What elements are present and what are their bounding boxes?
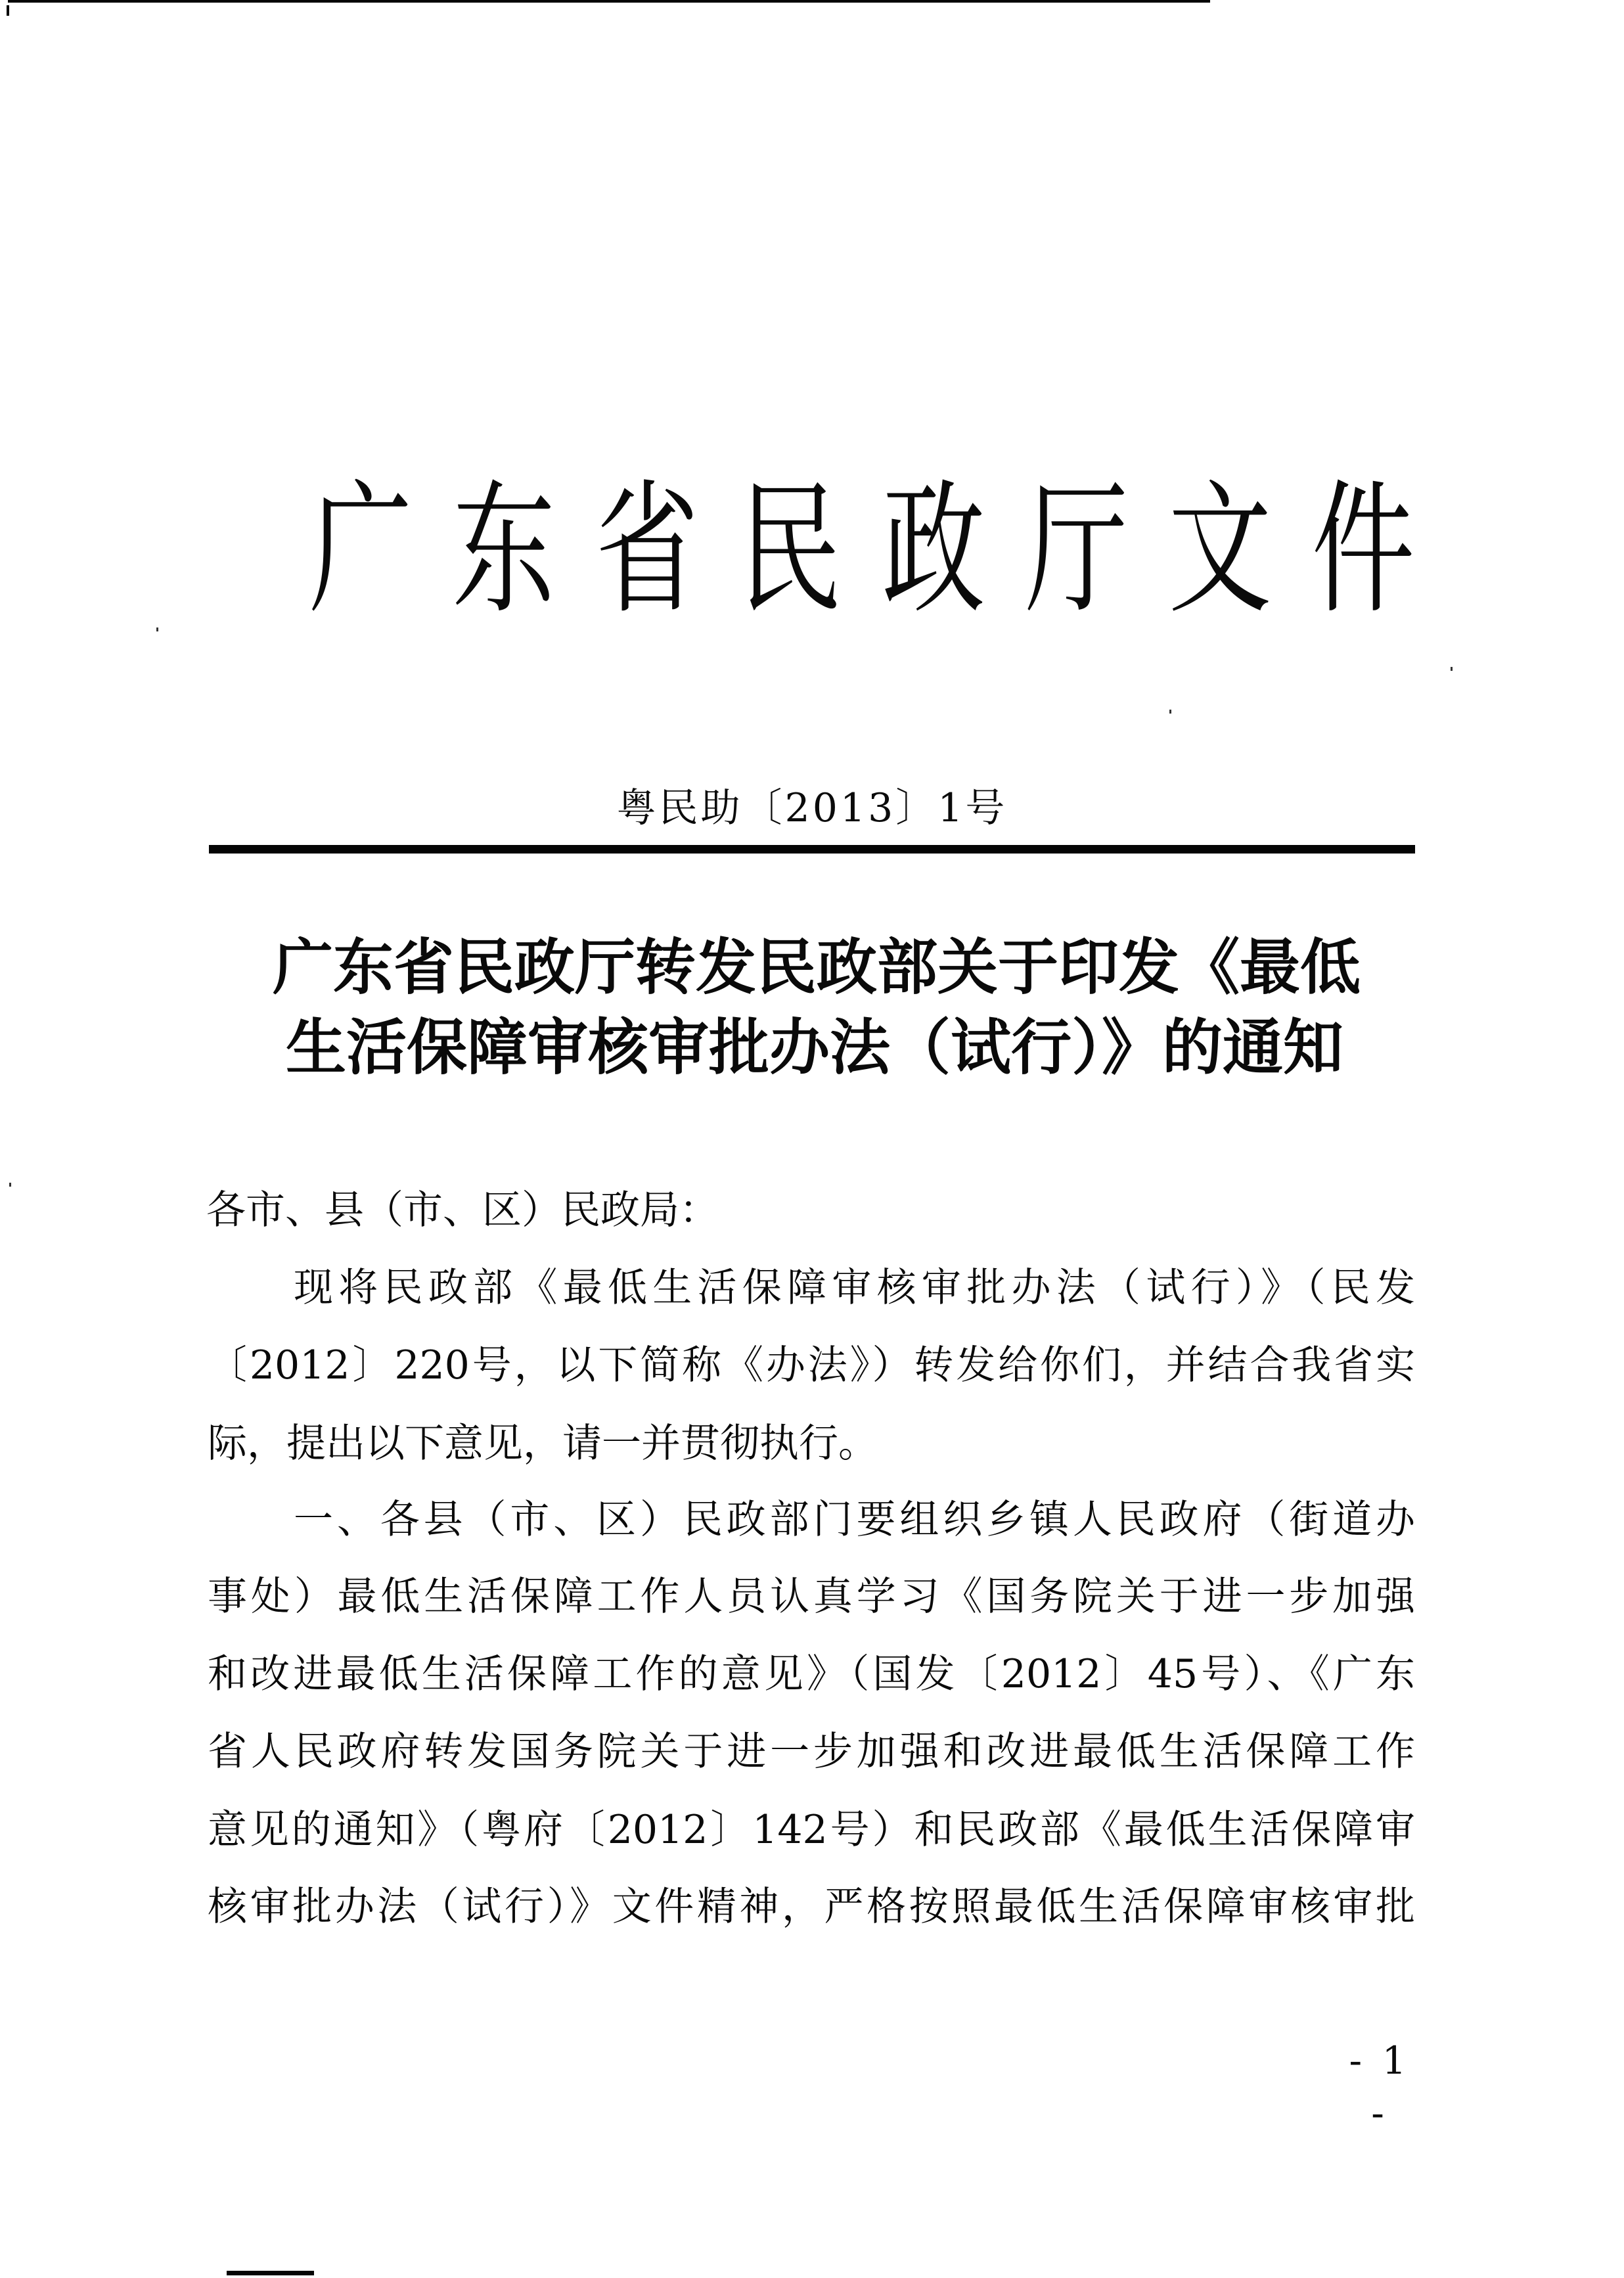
- notice-title-line-1: 广东省民政厅转发民政部关于印发《最低: [273, 932, 1361, 1003]
- bottom-edge-mark: [227, 2271, 314, 2275]
- body-line: 省人民政府转发国务院关于进一步加强和改进最低生活保障工作: [208, 1729, 1415, 1775]
- header-title-char: 省: [595, 467, 699, 633]
- body-line: 际，提出以下意见，请一并贯彻执行。: [208, 1421, 878, 1467]
- page-number: - 1 -: [1349, 2038, 1410, 2135]
- document-header-title: [289, 467, 1415, 633]
- body-line: 现将民政部《最低生活保障审核审批办法（试行）》（民发: [294, 1265, 1415, 1311]
- header-title-char: 政: [882, 467, 985, 633]
- addressee: 各市、县（市、区）民政局：: [206, 1187, 719, 1233]
- scan-speck: [1169, 710, 1171, 714]
- top-border-rule: [8, 0, 1210, 3]
- header-separator-rule: [209, 845, 1415, 854]
- scan-speck: [9, 1183, 11, 1187]
- body-line: 核审批办法（试行）》文件精神，严格按照最低生活保障审核审批: [208, 1884, 1415, 1930]
- body-line: 意见的通知》（粤府〔2012〕142号）和民政部《最低生活保障审: [208, 1807, 1415, 1853]
- scan-speck: [1451, 667, 1453, 671]
- body-line: 〔2012〕220号，以下简称《办法》）转发给你们，并结合我省实: [208, 1342, 1415, 1388]
- header-title-char: 东: [452, 467, 556, 633]
- scan-speck: [156, 627, 158, 631]
- header-title-char: 文: [1168, 467, 1272, 633]
- body-line: 事处）最低生活保障工作人员认真学习《国务院关于进一步加强: [208, 1574, 1415, 1620]
- body-line: 一、各县（市、区）民政部门要组织乡镇人民政府（街道办: [294, 1497, 1415, 1543]
- header-title-char: 民: [738, 467, 842, 633]
- header-title-char: 厅: [1025, 467, 1129, 633]
- body-line: 和改进最低生活保障工作的意见》（国发〔2012〕45号）、《广东: [208, 1651, 1415, 1697]
- header-title-char: 件: [1311, 467, 1415, 633]
- scan-edge-mark: [7, 5, 9, 16]
- header-title-char: 广: [309, 467, 413, 633]
- notice-title-line-2: 生活保障审核审批办法（试行）》的通知: [286, 1013, 1344, 1083]
- document-number: 粤民助〔2013〕1号: [616, 785, 1008, 831]
